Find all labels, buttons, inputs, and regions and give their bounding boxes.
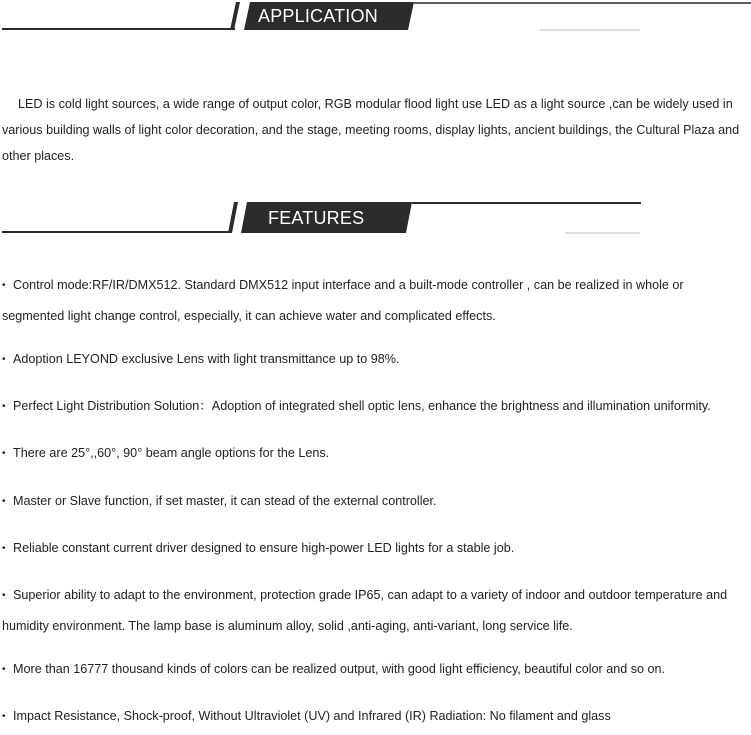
features-section-header <box>0 200 751 234</box>
bullet-icon: • <box>2 664 6 675</box>
feature-item <box>2 701 747 732</box>
application-section-header <box>0 0 751 34</box>
feature-text: Impact Resistance, Shock-proof, Without Ultraviolet (UV) and Infrared (IR) Radiation: No filament and glass <box>13 709 611 723</box>
bullet-icon: • <box>2 280 6 291</box>
feature-item <box>2 438 747 469</box>
bullet-icon: • <box>2 711 6 722</box>
feature-item <box>2 654 747 685</box>
feature-item <box>2 391 747 422</box>
feature-item <box>2 533 747 564</box>
feature-item <box>2 270 747 331</box>
feature-item <box>2 486 747 517</box>
feature-text: Control mode:RF/IR/DMX512. Standard DMX512 input interface and a built-mode controller , can be realized in whole or segmented light change control, especially, it can achieve water and complicated effects. <box>2 278 684 323</box>
feature-text: Adoption LEYOND exclusive Lens with light transmittance up to 98%. <box>13 352 400 366</box>
feature-text: Perfect Light Distribution Solution：Adoption of integrated shell optic lens, enhance the brightness and illumination uniformity. <box>13 399 711 413</box>
application-title: APPLICATION <box>258 6 378 26</box>
feature-text: Superior ability to adapt to the environment, protection grade IP65, can adapt to a variety of indoor and outdoor temperature and humidity environment. The lamp base is aluminum alloy, solid ,anti-aging, anti-variant, long service life. <box>2 588 728 633</box>
bullet-icon: • <box>2 496 6 507</box>
bullet-icon: • <box>2 354 6 365</box>
features-banner-graphic <box>0 200 751 236</box>
application-description <box>2 91 744 169</box>
feature-text: There are 25°,,60°, 90° beam angle options for the Lens. <box>13 446 330 460</box>
bullet-icon: • <box>2 448 6 459</box>
feature-item <box>2 344 747 375</box>
bullet-icon: • <box>2 543 6 554</box>
feature-item <box>2 580 747 641</box>
bullet-icon: • <box>2 590 6 601</box>
feature-text: Master or Slave function, if set master, it can stead of the external controller. <box>13 494 437 508</box>
feature-text: Reliable constant current driver designed to ensure high-power LED lights for a stable job. <box>13 541 515 555</box>
feature-text: More than 16777 thousand kinds of colors can be realized output, with good light efficiency, beautiful color and so on. <box>13 662 666 676</box>
application-text: LED is cold light sources, a wide range of output color, RGB modular flood light use LED as a light source ,can be widely used in various building walls of light color decoration, and the stage, meeting rooms, display lights, ancient buildings, the Cultural Plaza and other places. <box>2 97 740 163</box>
bullet-icon: • <box>2 401 6 412</box>
features-title: FEATURES <box>268 208 365 228</box>
